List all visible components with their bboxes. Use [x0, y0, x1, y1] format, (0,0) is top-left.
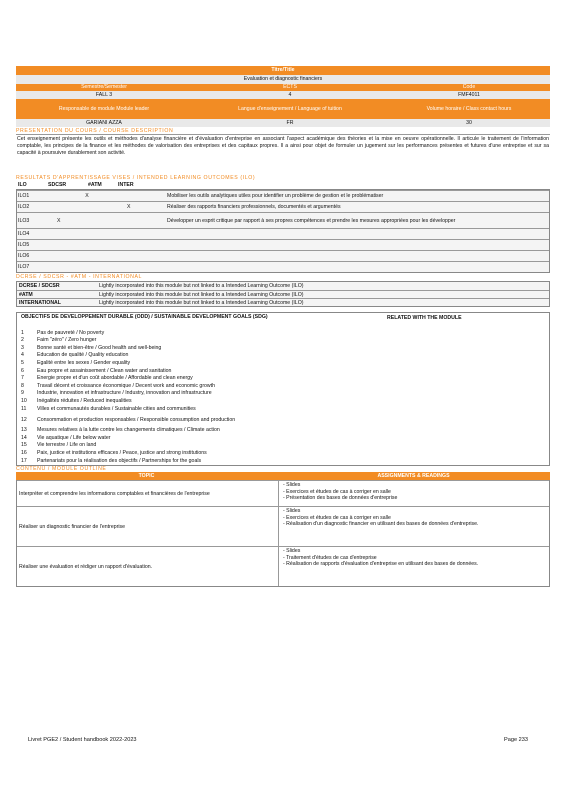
ilo-header-row: [16, 181, 550, 189]
sdg-item: 7 Energie propre et d'un coût abordable / Affordable and clean energy: [21, 375, 193, 382]
sdg-item: 17 Partenariats pour la réalisation des objectifs / Partnerships for the goals: [21, 457, 202, 464]
page-number: Page 233: [504, 737, 528, 743]
sdg-item: 10 Inégalités réduites / Reduced inequalities: [21, 398, 132, 405]
ects-label: ECTS: [283, 84, 297, 90]
responsible-value: GARIANI AZZA: [86, 120, 122, 126]
ilo-row: ILO7: [17, 261, 549, 272]
dcsr-row: INTERNATIONAL Lightly incorporated into this module but not linked to a Intended Learning Outcome (ILO): [17, 298, 549, 306]
semester-header-row: [16, 84, 550, 91]
semester-label: Semestre/Semester: [81, 84, 127, 90]
code-value: FMF4011: [458, 92, 480, 98]
dcsr-row: #ATM Lightly incorporated into this module but not linked to a Intended Learning Outcome (ILO): [17, 290, 549, 298]
presentation-text: Cet enseignement présente les outils et méthodes d'analyse financière et d'évaluation d'entreprise en associant l'aspect académique des théories et la mise en oeuvre opérationnelle. Il articule le traitement de l'information comptable, les principes de la finance et les méthodes de valorisation des entreprises et des capitaux propres. Il a ainsi pour objet de formuler un jugement sur les performances présentes et futures d'une entreprise et sur sa capacité à poursuivre durablement son activité.: [17, 136, 549, 157]
sdg-item: 16 Paix, justice et institutions efficaces / Peace, justice and strong institutions: [21, 450, 207, 457]
sdg-item: 14 Vie aquatique / Life below water: [21, 434, 111, 441]
sdg-title: OBJECTIFS DE DEVELOPPEMENT DURABLE (ODD) / SUSTAINABLE DEVELOPMENT GOALS (SDG): [21, 313, 268, 320]
dcsr-table: [16, 281, 550, 307]
sdg-item: 12 Consommation et production responsables / Responsible consumption and production: [21, 417, 236, 424]
sdg-item: 15 Vie terrestre / Life on land: [21, 442, 97, 449]
responsible-label: Responsable de module Module leader: [58, 105, 150, 112]
ilo-title: RESULTATS D'APPRENTISSAGE VISES / INTENDED LEARNING OUTCOMES (ILO): [16, 175, 256, 182]
sdg-item: 11 Villes et communautés durables / Sustainable cities and communities: [21, 405, 196, 412]
content-title: CONTENU / MODULE OUTLINE: [16, 466, 107, 473]
content-header-row: [16, 472, 550, 480]
sdg-item: 1 Pas de pauvreté / No poverty: [21, 329, 105, 336]
volume-label: Volume horaire / Class contact hours: [426, 105, 512, 112]
presentation-title: PRESENTATION DU COURS / COURSE DESCRIPTION: [16, 128, 174, 134]
semester-value: FALL 3: [95, 92, 113, 98]
topic-label: TOPIC: [138, 473, 155, 480]
syllabus-page: [16, 66, 550, 587]
content-row: Interpréter et comprendre les informations comptables et financières de l'entreprise - Slides - Exercices et études de cas à corriger en salle - Présentation des bases de données d'entreprise: [17, 480, 549, 506]
ilo-row: ILO6: [17, 250, 549, 261]
content-table: [16, 480, 550, 587]
sdg-item: 5 Egalité entre les sexes / Gender equality: [21, 360, 131, 367]
atm-col-label: #ATM: [88, 182, 102, 189]
ilo-row: ILO4: [17, 228, 549, 239]
sdg-item: 6 Eau propre et assainissement / Clean water and sanitation: [21, 367, 172, 374]
sdg-header: [17, 314, 549, 330]
sdg-item: 8 Travail décent et croissance économique / Decent work and economic growth: [21, 382, 216, 389]
title-label-bar: Titre/Title: [16, 66, 550, 75]
ects-value: 4: [288, 92, 292, 98]
sdg-item: 9 Industrie, innovation et infrastructure / Industry, innovation and infrastructure: [21, 390, 212, 397]
sdg-table: [16, 312, 550, 467]
course-title-row: [16, 75, 550, 84]
ilo-row: ILO1 X Mobiliser les outils analytiques utiles pour identifier un problème de gestion et le problématiser: [17, 190, 549, 201]
sdg-item: 13 Mesures relatives à la lutte contre les changements climatiques / Climate action: [21, 427, 220, 434]
ilo-table: [16, 189, 550, 273]
language-value: FR: [286, 120, 294, 126]
sdg-item: 3 Bonne santé et bien-être / Good health and well-being: [21, 344, 162, 351]
page-footer: [28, 737, 528, 744]
code-label: Code: [462, 84, 476, 90]
ilo-col-label: ILO: [18, 182, 27, 189]
language-label: Langue d'enseignement / Language of tuition: [238, 105, 342, 112]
sdg-related-title: RELATED WITH THE MODULE: [387, 314, 462, 321]
dcsr-col-label: SDCSR: [48, 182, 67, 189]
responsible-header-row: [16, 99, 550, 119]
content-row: Réaliser un diagnostic financier de l'entreprise - Slides - Exercices et études de cas à corriger en salle - Réalisation d'un diagnostic financier en utilisant des bases de données d'entreprise.: [17, 506, 549, 546]
ilo-row: ILO3 X Développer un esprit critique par rapport à ses propres compétences et prendre les mesures appropriées pour les développer: [17, 212, 549, 228]
inter-col-label: INTER: [118, 182, 134, 189]
course-title: Evaluation et diagnostic financiers: [243, 76, 323, 82]
footer-left: Livret PGE2 / Student handbook 2022-2023: [28, 737, 137, 743]
sdg-item: 4 Education de qualité / Quality education: [21, 352, 129, 359]
dcsr-title: DCRSE / SDCSR - #ATM - INTERNATIONAL: [16, 274, 143, 281]
ilo-row: ILO5: [17, 239, 549, 250]
dcsr-row: DCRSE / SDCSR Lightly incorporated into this module but not linked to a Intended Learning Outcome (ILO): [19, 282, 304, 289]
sdg-item: 2 Faim "zéro" / Zero hunger: [21, 337, 97, 344]
responsible-value-row: [16, 119, 550, 127]
assign-label: ASSIGNMENTS & READINGS: [377, 473, 450, 480]
volume-value: 30: [466, 120, 472, 126]
ilo-row: ILO2 X Réaliser des rapports financiers professionnels, documentés et argumentés: [17, 201, 549, 212]
content-row: Réaliser une évaluation et rédiger un rapport d'évaluation. - Slides - Traitement d'études de cas d'entreprise - Réalisation de rapports d'évaluation d'entreprise en utilisant des bases de données.: [17, 546, 549, 586]
semester-value-row: [16, 91, 550, 99]
